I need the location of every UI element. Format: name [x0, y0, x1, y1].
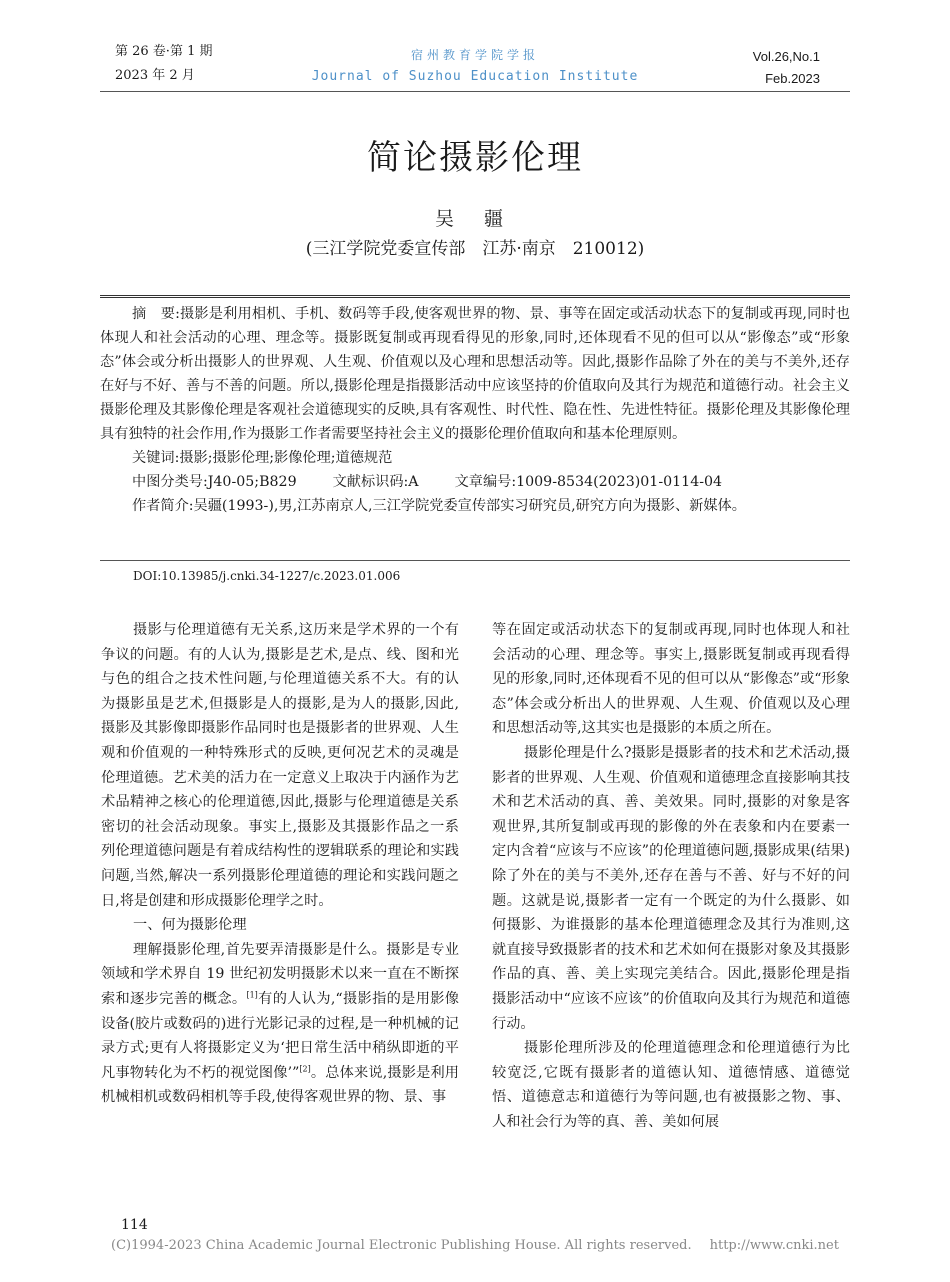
body-paragraph: 摄影与伦理道德有无关系,这历来是学术界的一个有争议的问题。有的人认为,摄影是艺术,是点、线、图和光与色的组合之技术性问题,与伦理道德关系不大。有的认为摄影虽是艺术,但摄影是人的摄影,是为人的摄影,因此,摄影及其影像即摄影作品同时也是摄影者的世界观、人生观和价值观的一种特殊形式的反映,更何况艺术的灵魂是伦理道德。艺术美的活力在一定意义上取决于内涵作为艺术品精神之核心的伦理道德,因此,摄影与伦理道德是关系密切的社会活动现象。事实上,摄影及其摄影作品之一系列伦理道德问题是有着成结构性的逻辑联系的理论和实践问题,当然,解决一系列摄影伦理道德的理论和实践问题之日,将是创建和形成摄影伦理学之时。	[101, 622, 459, 909]
journal-name-cn: 宿州教育学院学报	[410, 48, 539, 62]
body-paragraph: 摄影伦理所涉及的伦理道德理念和伦理道德行为比较宽泛,它既有摄影者的道德认知、道德情感、道德觉悟、道德意志和道德行为等问题,也有被摄影之物、事、人和社会行为等的真、善、美如何展	[492, 1040, 850, 1130]
abstract-bottom-rule	[100, 560, 850, 561]
abstract-paragraph	[100, 302, 850, 446]
header-divider	[100, 91, 850, 92]
copyright-footer	[0, 1238, 950, 1253]
abstract-text: 摄影是利用相机、手机、数码等手段,使客观世界的物、景、事等在固定或活动状态下的复制或再现,同时也体现人和社会活动的心理、理念等。摄影既复制或再现看得见的形象,同时,还体现看不见的但可以从“影像态”或“形象态”体会或分析出摄影人的世界观、人生观、价值观以及心理和思想活动等。因此,摄影作品除了外在的美与不美外,还存在好与不好、善与不善的问题。所以,摄影伦理是指摄影活动中应该坚持的价值取向及其行为规范和道德行动。社会主义摄影伦理及其影像伦理是客观社会道德现实的反映,具有客观性、时代性、隐在性、先进性特征。摄影伦理及其影像伦理具有独特的社会作用,作为摄影工作者需要坚持社会主义的摄影伦理价值取向和基本伦理原则。	[100, 306, 850, 442]
article-number: 文章编号:1009-8534(2023)01-0114-04	[454, 474, 723, 490]
copyright-text: (C)1994-2023 China Academic Journal Electronic Publishing House. All rights reserved.	[111, 1238, 692, 1253]
volume-issue-en: Vol.26,No.1	[752, 49, 820, 64]
article-title: 简论摄影伦理	[367, 138, 583, 178]
body-paragraph: 摄影伦理是什么?摄影是摄影者的技术和艺术活动,摄影者的世界观、人生观、价值观和道德理念直接影响其技术和艺术活动的真、善、美效果。同时,摄影的对象是客观世界,其所复制或再现的影像的外在表象和内在要素一定内含着“应该与不应该”的伦理道德问题,摄影成果(结果)除了外在的美与不美外,还存在善与不善、好与不好的问题。这就是说,摄影者一定有一个既定的为什么摄影、如何摄影、为谁摄影的基本伦理道德理念及其行为准则,这就直接导致摄影者的技术和艺术如何在摄影对象及其摄影作品的真、善、美上实现完美结合。因此,摄影伦理是指摄影活动中“应该不应该”的价值取向及其行为规范和道德行动。	[492, 744, 850, 1032]
volume-issue-cn: 第 26 卷·第 1 期	[115, 44, 213, 59]
date-en: Feb.2023	[765, 71, 820, 86]
abstract-block	[100, 302, 850, 518]
date-cn: 2023 年 2 月	[115, 68, 195, 83]
journal-name-en: Journal of Suzhou Education Institute	[311, 69, 639, 84]
author-bio: 作者简介:吴疆(1993-),男,江苏南京人,三江学院党委宣传部实习研究员,研究方向为摄影、新媒体。	[132, 498, 746, 514]
article-author: 吴 疆	[434, 208, 516, 230]
citation-ref: [1]	[246, 990, 258, 1000]
abstract-top-rule	[100, 295, 850, 298]
body-paragraph: 等在固定或活动状态下的复制或再现,同时也体现人和社会活动的心理、理念等。事实上,摄影既复制或再现看得见的形象,同时,还体现看不见的但可以从“影像态”或“形象态”体会或分析出人的世界观、人生观、价值观以及心理和思想活动等,这其实也是摄影的本质之所在。	[492, 622, 850, 737]
clc-number: 中图分类号:J40-05;B829	[132, 474, 297, 490]
running-header-right	[753, 46, 820, 90]
citation-ref: [2]	[299, 1063, 311, 1073]
section-heading: 一、何为摄影伦理	[133, 917, 247, 934]
journal-name	[300, 46, 650, 84]
cnki-url: http://www.cnki.net	[709, 1238, 839, 1253]
document-code: 文献标识码:A	[332, 474, 419, 490]
abstract-label: 摘 要:	[132, 306, 180, 322]
running-header-left	[115, 40, 212, 88]
doi: DOI:10.13985/j.cnki.34-1227/c.2023.01.006	[133, 569, 401, 583]
classification-line	[100, 470, 850, 494]
author-affiliation: (三江学院党委宣传部 江苏·南京 210012)	[305, 239, 645, 259]
body-column-right	[492, 618, 850, 1134]
keywords: 关键词:摄影;摄影伦理;影像伦理;道德规范	[132, 450, 393, 466]
page-number: 114	[121, 1217, 148, 1233]
body-paragraph: 理解摄影伦理,首先要弄清摄影是什么。摄影是专业领域和学术界自 19 世纪初发明摄影术以来一直在不断探索和逐步完善的概念。[1]有的人认为,“摄影指的是用影像设备(胶片或数码的)进行光影记录的过程,是一种机械的记录方式;更有人将摄影定义为‘把日常生活中稍纵即逝的平凡事物转化为不朽的视觉图像’”[2]。总体来说,摄影是利用机械相机或数码相机等手段,使得客观世界的物、景、事	[101, 941, 459, 1106]
body-column-left	[101, 618, 459, 1110]
